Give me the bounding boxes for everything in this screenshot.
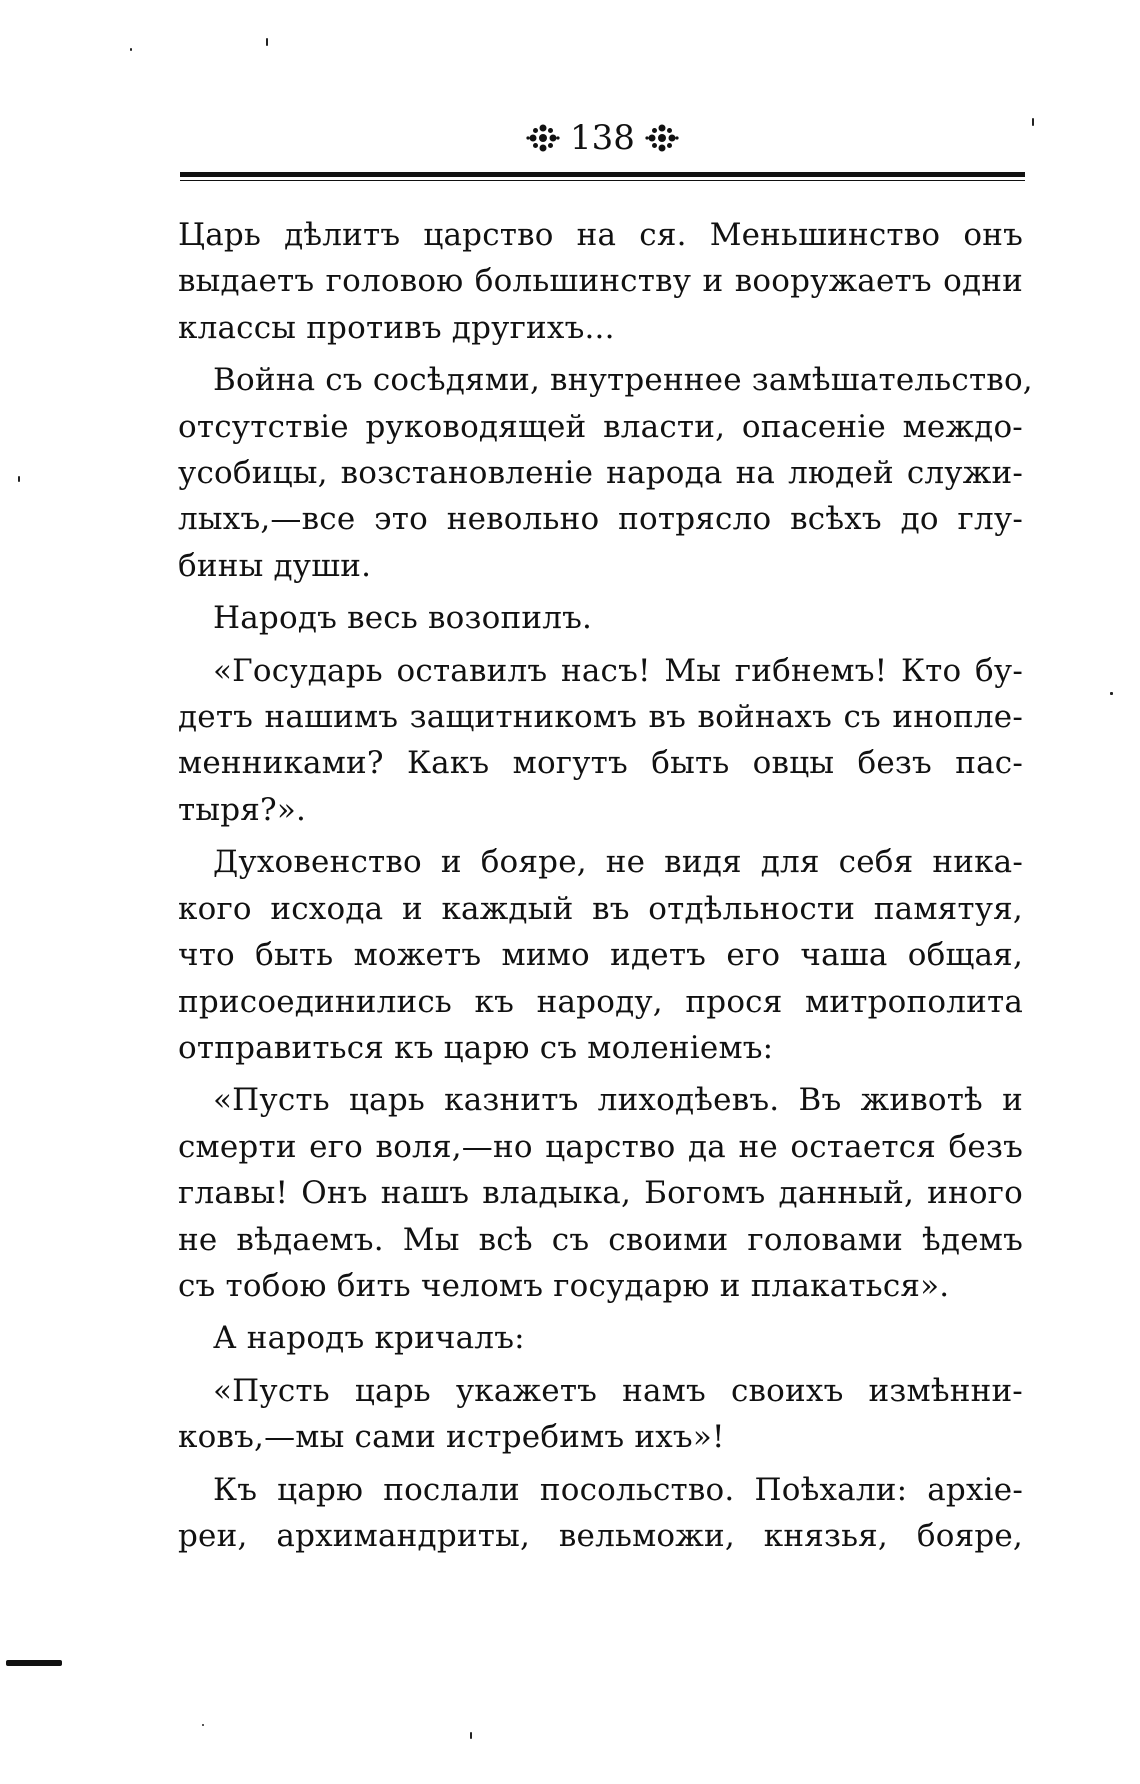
text-line: выдаетъ головою большинству и вооружаетъ одни (178, 263, 1023, 300)
text-line: детъ нашимъ защитникомъ въ войнахъ съ инопле- (178, 699, 1023, 736)
scan-edge-mark (6, 1660, 62, 1666)
scan-speck (202, 1724, 204, 1726)
text-line: отсутствіе руководящей власти, опасеніе междо- (178, 408, 1023, 445)
text-line: лыхъ,—все это невольно потрясло всѣхъ до глу- (178, 501, 1023, 538)
text-line: Война съ сосѣдями, внутреннее замѣшательство, (213, 362, 1033, 399)
header-rule (180, 172, 1025, 181)
text-line: реи, архимандриты, вельможи, князья, бояре, (178, 1517, 1023, 1554)
page-header (180, 118, 1025, 181)
header-rule-thin (180, 180, 1025, 181)
text-line: тыря?». (178, 791, 307, 828)
text-line: что быть можетъ мимо идетъ его чаша общая, (178, 937, 1023, 974)
text-line: смерти его воля,—но царство да не остается безъ (178, 1128, 1023, 1165)
scan-speck (18, 476, 20, 482)
text-line: классы противъ другихъ... (178, 309, 615, 346)
scan-speck (1032, 118, 1034, 126)
scan-speck (470, 1732, 472, 1739)
text-line: бины души. (178, 547, 372, 584)
text-line: «Пусть царь казнитъ лиходѣевъ. Въ животѣ и (213, 1082, 1023, 1119)
text-line: отправиться къ царю съ моленіемъ: (178, 1029, 774, 1066)
text-line: А народъ кричалъ: (213, 1320, 525, 1357)
body-text (178, 212, 1033, 1559)
text-line: Къ царю послали посольство. Поѣхали: архіе- (213, 1471, 1023, 1508)
scan-speck (130, 48, 132, 51)
text-line: кого исхода и каждый въ отдѣльности памятуя, (178, 890, 1023, 927)
text-line: съ тобою бить челомъ государю и плакаться». (178, 1267, 950, 1304)
text-line: усобицы, возстановленіе народа на людей служи- (178, 455, 1023, 492)
text-line: Народъ весь возопилъ. (213, 600, 593, 637)
floral-ornament-icon (645, 121, 679, 155)
page-number-row (180, 118, 1025, 158)
header-rule-thick (180, 172, 1025, 177)
text-line: присоединились къ народу, прося митрополита (178, 983, 1023, 1020)
text-line: менниками? Какъ могутъ быть овцы безъ пас- (178, 745, 1023, 782)
text-line: Царь дѣлитъ царство на ся. Меньшинство онъ (178, 217, 1023, 253)
text-line: «Государь оставилъ насъ! Мы гибнемъ! Кто бу- (213, 652, 1023, 689)
text-line: не вѣдаемъ. Мы всѣ съ своими головами ѣдемъ (178, 1221, 1023, 1258)
scan-speck (1110, 692, 1113, 695)
text-line: Духовенство и бояре, не видя для себя ника- (213, 844, 1023, 881)
text-line: ковъ,—мы сами истребимъ ихъ»! (178, 1419, 725, 1456)
page-number: 138 (570, 118, 635, 158)
text-line: «Пусть царь укажетъ намъ своихъ измѣнни- (213, 1372, 1023, 1409)
text-line: главы! Онъ нашъ владыка, Богомъ данный, иного (178, 1175, 1023, 1212)
floral-ornament-icon (526, 121, 560, 155)
scan-speck (266, 38, 268, 46)
